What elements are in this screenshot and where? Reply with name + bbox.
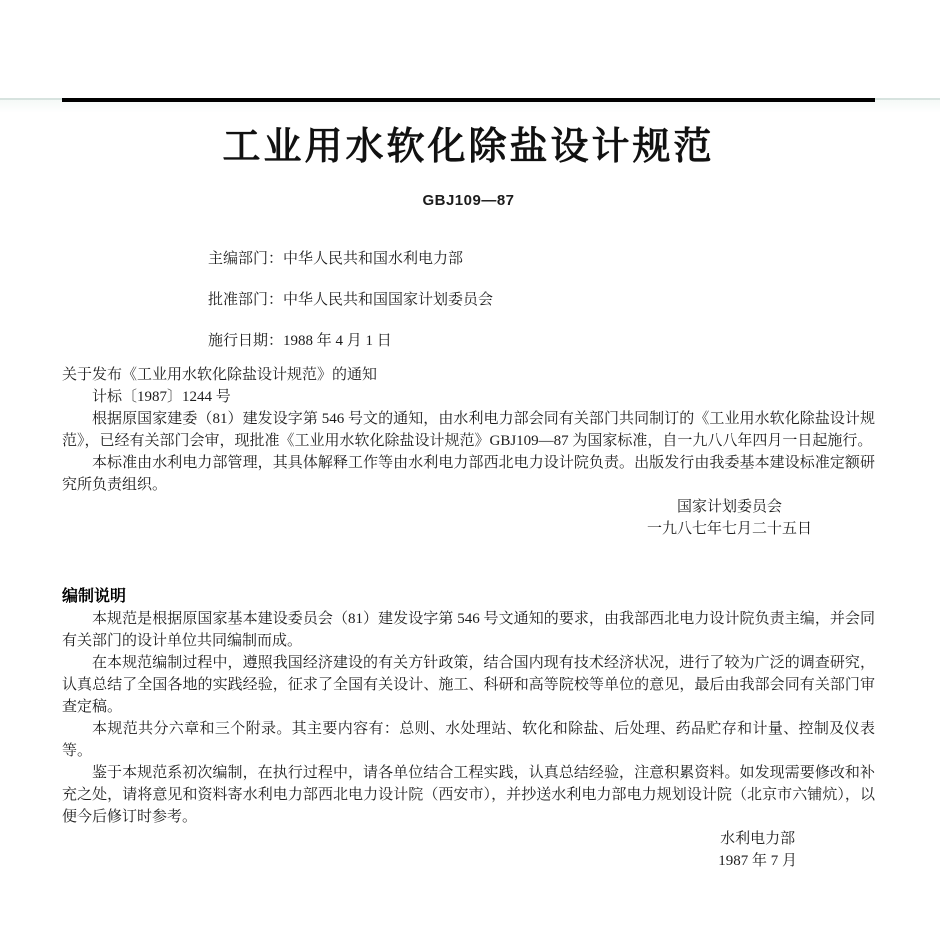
document-title: 工业用水软化除盐设计规范: [222, 126, 715, 168]
preface-signature: [62, 828, 875, 872]
preface-paragraph: 本规范共分六章和三个附录。其主要内容有：总则、水处理站、软化和除盐、后处理、药品贮存和计量、控制及仪表等。: [62, 721, 875, 759]
document-body: [0, 98, 940, 872]
notice-title: 关于发布《工业用水软化除盐设计规范》的通知: [62, 367, 378, 383]
notice-section: [62, 364, 875, 540]
notice-signature: [62, 496, 875, 540]
notice-signature-org: 国家计划委员会: [676, 499, 782, 515]
notice-signature-date: 一九八七年七月二十五日: [646, 521, 812, 537]
title-divider-rule: [62, 98, 875, 102]
notice-signature-inner: [647, 496, 812, 540]
preface-paragraph: 鉴于本规范系初次编制，在执行过程中，请各单位结合工程实践，认真总结经验，注意积累资料。如发现需要修改和补充之处，请将意见和资料寄水利电力部西北电力设计院（西安市），并抄送水利电力部电力规划设计院（北京市六铺炕），以便今后修订时参考。: [62, 765, 875, 825]
preface-signature-inner: [718, 828, 797, 872]
meta-block: [208, 251, 875, 349]
preface-signature-date: 1987 年 7 月: [718, 853, 797, 869]
preface-signature-org: 水利电力部: [720, 831, 796, 847]
preface-paragraph: 本规范是根据原国家基本建设委员会（81）建发设字第 546 号文通知的要求，由我部西北电力设计院负责主编，并会同有关部门的设计单位共同编制而成。: [62, 611, 875, 649]
scanned-document-page: [0, 98, 940, 927]
preface-paragraph: 在本规范编制过程中，遵照我国经济建设的有关方针政策，结合国内现有技术经济状况，进行了较为广泛的调查研究，认真总结了全国各地的实践经验，征求了全国有关设计、施工、科研和高等院校等单位的意见，最后由我部会同有关部门审查定稿。: [62, 655, 875, 715]
notice-paragraph: 根据原国家建委（81）建发设字第 546 号文的通知，由水利电力部会同有关部门共同制订的《工业用水软化除盐设计规范》，已经有关部门会审，现批准《工业用水软化除盐设计规范》GBJ109—87 为国家标准，自一九八八年四月一日起施行。: [62, 411, 875, 449]
preface-heading: 编制说明: [62, 588, 127, 605]
preface-section: [62, 586, 875, 872]
meta-line-approving-department: 批准部门：中华人民共和国国家计划委员会: [208, 292, 494, 308]
standard-code: GBJ109—87: [422, 192, 515, 209]
notice-doc-number: 计标〔1987〕1244 号: [92, 389, 231, 405]
notice-paragraph: 本标准由水利电力部管理，其具体解释工作等由水利电力部西北电力设计院负责。出版发行由我委基本建设标准定额研究所负责组织。: [62, 455, 875, 493]
meta-line-chief-department: 主编部门：中华人民共和国水利电力部: [208, 251, 464, 267]
meta-line-effective-date: 施行日期：1988 年 4 月 1 日: [208, 333, 392, 349]
